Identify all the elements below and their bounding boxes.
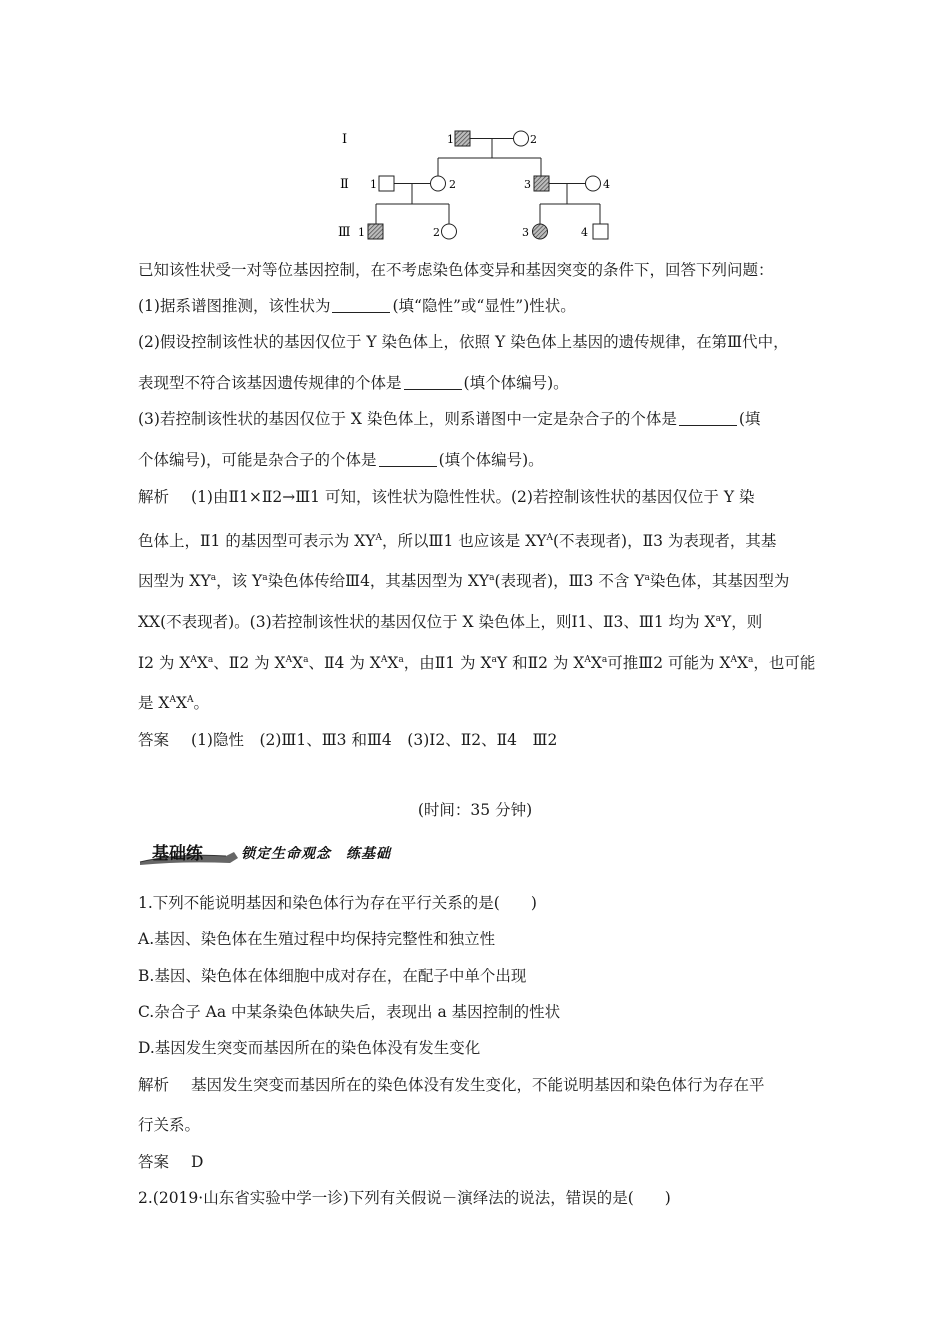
label-III2: 2 <box>433 226 440 239</box>
question-2-line-2: 表现型不符合该基因遗传规律的个体是 (填个体编号)。 <box>138 374 569 392</box>
analysis-line-4: XX(不表现者)。(3)若控制该性状的基因仅位于 X 染色体上，则Ⅰ1、Ⅱ3、Ⅲ1 均为 $X^aY$，则 <box>138 613 763 632</box>
question-2-stem: 2.(2019·山东省实验中学一诊)下列有关假说－演绎法的说法，错误的是( ) <box>138 1189 671 1207</box>
analysis-label: 解析 <box>138 488 170 506</box>
label-III1: 1 <box>358 226 365 239</box>
individual-I1-affected-male <box>455 131 470 146</box>
answer-blank[interactable] <box>379 452 437 467</box>
banner-title: 基础练 <box>152 844 203 864</box>
option-a[interactable]: A.基因、染色体在生殖过程中均保持完整性和独立性 <box>138 930 496 948</box>
analysis-line-2: 色体上，Ⅱ1 的基因型可表示为 $XY^A$，所以Ⅲ1 也应该是 $XY^A$(不表现者)，Ⅱ3 为表现者，其基 <box>138 532 777 551</box>
question-1-stem: 1.下列不能说明基因和染色体行为存在平行关系的是( ) <box>138 894 537 912</box>
individual-II3-affected-male <box>534 176 549 191</box>
question-3-line-1: (3)若控制该性状的基因仅位于 X 染色体上，则系谱图中一定是杂合子的个体是 (填 <box>138 410 761 428</box>
analysis-line-5: Ⅰ2 为 $X^AX^a$、Ⅱ2 为 $X^AX^a$、Ⅱ4 为 $X^AX^a$，由Ⅱ1 为 $X^aY$ 和Ⅱ2 为 $X^AX^a$可推Ⅲ2 可能为 $X^AX^a$，也可能 <box>138 654 816 673</box>
option-b[interactable]: B.基因、染色体在体细胞中成对存在，在配子中单个出现 <box>138 967 527 985</box>
time-note: (时间：35 分钟) <box>417 801 533 819</box>
generation-label-2: Ⅱ <box>340 177 349 192</box>
answer-blank[interactable] <box>332 298 390 313</box>
question-3-line-2: 个体编号)，可能是杂合子的个体是 (填个体编号)。 <box>138 451 544 469</box>
individual-III2-female <box>442 224 457 239</box>
q1-analysis-line-1: 解析 基因发生突变而基因所在的染色体没有发生变化，不能说明基因和染色体行为存在平 <box>138 1076 765 1094</box>
label-III4: 4 <box>581 226 588 239</box>
banner-subtitle: 锁定生命观念 练基础 <box>241 846 391 862</box>
pedigree-diagram <box>330 120 630 245</box>
label-II4: 4 <box>603 178 610 191</box>
generation-label-1: Ⅰ <box>342 132 348 147</box>
question-2-line-1: (2)假设控制该性状的基因仅位于 Y 染色体上，依照 Y 染色体上基因的遗传规律，在第Ⅲ代中， <box>138 333 789 351</box>
answer-label: 答案 <box>138 1153 170 1171</box>
q1-analysis-line-2: 行关系。 <box>138 1116 201 1134</box>
option-c[interactable]: C.杂合子 Aa 中某条染色体缺失后，表现出 a 基因控制的性状 <box>138 1003 561 1021</box>
label-I1: 1 <box>447 133 454 146</box>
analysis-label: 解析 <box>138 1076 170 1094</box>
problem-intro: 已知该性状受一对等位基因控制，在不考虑染色体变异和基因突变的条件下，回答下列问题： <box>138 261 774 279</box>
answer-line: 答案 (1)隐性 (2)Ⅲ1、Ⅲ3 和Ⅲ4 (3)Ⅰ2、Ⅱ2、Ⅱ4 Ⅲ2 <box>138 731 558 749</box>
answer-blank[interactable] <box>679 411 737 426</box>
q1-answer-line: 答案 D <box>138 1153 204 1171</box>
answer-label: 答案 <box>138 731 170 749</box>
label-I2: 2 <box>530 133 537 146</box>
label-II2: 2 <box>449 178 456 191</box>
individual-III1-affected-male <box>368 224 383 239</box>
analysis-line-6: 是 $X^AX^A$。 <box>138 694 210 713</box>
individual-III3-affected-female <box>533 224 548 239</box>
label-II1: 1 <box>370 178 377 191</box>
individual-II4-female <box>586 176 601 191</box>
section-banner <box>138 835 438 867</box>
question-1: (1)据系谱图推测，该性状为 (填“隐性”或“显性”)性状。 <box>138 297 576 315</box>
generation-label-3: Ⅲ <box>338 225 351 240</box>
analysis-line-3: 因型为 $XY^a$，该 $Y^a$染色体传给Ⅲ4，其基因型为 $XY^a$(表现者)，Ⅲ3 不含 $Y^a$染色体，其基因型为 <box>138 572 790 591</box>
individual-II2-female <box>431 176 446 191</box>
individual-I2-female <box>514 131 529 146</box>
answer-blank[interactable] <box>404 375 462 390</box>
individual-III4-male <box>593 224 608 239</box>
analysis-line-1: 解析 (1)由Ⅱ1×Ⅱ2→Ⅲ1 可知，该性状为隐性性状。(2)若控制该性状的基因仅位于 Y 染 <box>138 488 755 506</box>
label-III3: 3 <box>522 226 529 239</box>
option-d[interactable]: D.基因发生突变而基因所在的染色体没有发生变化 <box>138 1039 481 1057</box>
individual-II1-male <box>379 176 394 191</box>
label-II3: 3 <box>524 178 531 191</box>
